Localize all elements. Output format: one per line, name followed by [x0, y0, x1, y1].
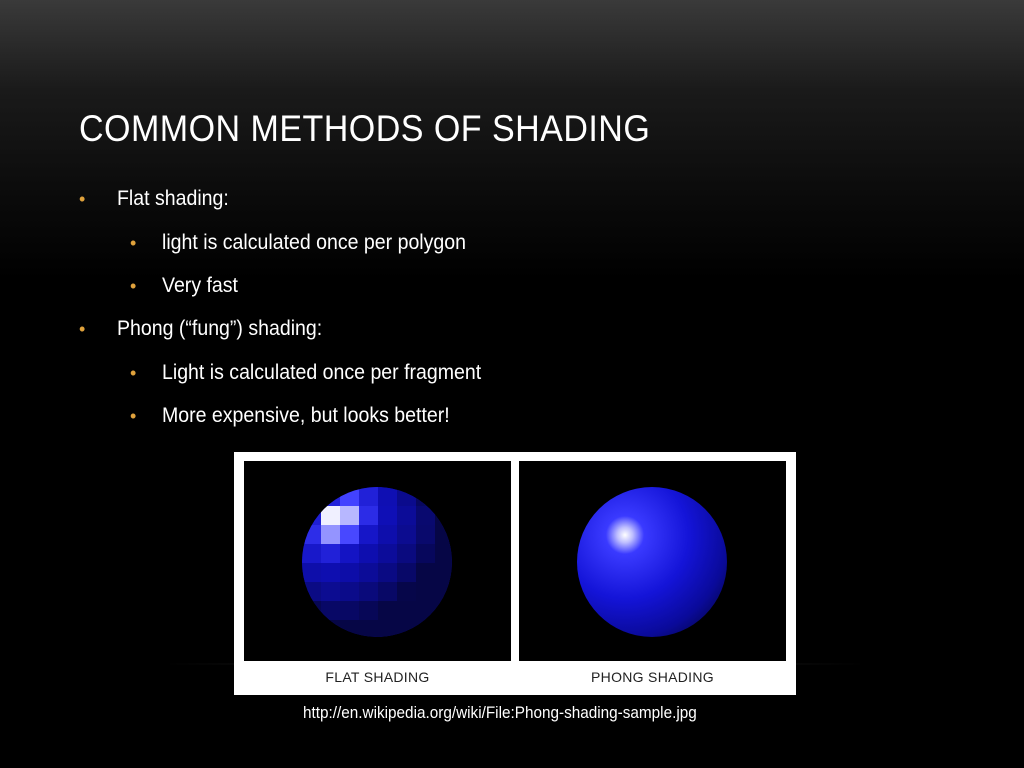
sphere-facet [416, 601, 435, 620]
sphere-facet [302, 601, 321, 620]
sphere-facet [321, 582, 340, 601]
source-link[interactable]: http://en.wikipedia.org/wiki/File:Phong-shading-sample.jpg [303, 703, 697, 722]
sphere-facet [340, 620, 359, 639]
sphere-facet [340, 506, 359, 525]
sphere-facet [340, 563, 359, 582]
sphere-facet [397, 487, 416, 506]
sub-bullet-phong-1: Light is calculated once per fragment [162, 361, 482, 384]
sphere-facet [359, 582, 378, 601]
sphere-facet [378, 544, 397, 563]
sphere-facet [359, 620, 378, 639]
sphere-facet [435, 525, 454, 544]
sub-bullet-flat-2: Very fast [162, 274, 238, 297]
sphere-facet [378, 601, 397, 620]
sphere-facet [378, 582, 397, 601]
sphere-facet [378, 487, 397, 506]
sphere-facet [340, 544, 359, 563]
sub-bullet-flat-1: light is calculated once per polygon [162, 231, 466, 254]
sub-bullet-phong-2: More expensive, but looks better! [162, 404, 450, 427]
sphere-facet [435, 563, 454, 582]
sphere-facet [416, 487, 435, 506]
sphere-facet [397, 544, 416, 563]
shading-comparison-figure [234, 452, 796, 695]
sphere-facet [435, 506, 454, 525]
sphere-facet [416, 620, 435, 639]
sphere-facet [321, 544, 340, 563]
sphere-facet [321, 506, 340, 525]
sphere-facet [378, 525, 397, 544]
phong-shading-caption: PHONG SHADING [591, 669, 714, 685]
sphere-facet [340, 582, 359, 601]
sphere-facet [397, 525, 416, 544]
sphere-facet [321, 487, 340, 506]
sphere-facet [340, 487, 359, 506]
bullet-marker: • [79, 319, 86, 339]
sphere-facet [302, 525, 321, 544]
sphere-facet [340, 601, 359, 620]
sphere-facet [435, 582, 454, 601]
sphere-facet [378, 506, 397, 525]
sphere-facet [416, 544, 435, 563]
sphere-facet [416, 563, 435, 582]
sphere-facet [321, 601, 340, 620]
sphere-facet [359, 601, 378, 620]
sphere-facet [416, 525, 435, 544]
sphere-facet [302, 487, 321, 506]
sphere-facet [359, 563, 378, 582]
sphere-facet [359, 487, 378, 506]
phong-sphere [519, 461, 786, 661]
flat-sphere [244, 461, 511, 661]
sphere-facet [416, 506, 435, 525]
sphere-facet [359, 544, 378, 563]
bullet-phong-shading: Phong (“fung”) shading: [117, 317, 323, 340]
phong-shading-image [519, 461, 786, 661]
sphere-facet [378, 620, 397, 639]
sphere-facet [416, 582, 435, 601]
sphere-facet [378, 563, 397, 582]
bullet-flat-shading: Flat shading: [117, 187, 229, 210]
bullet-marker: • [130, 276, 137, 296]
sphere-facet [340, 525, 359, 544]
sphere-facet [302, 563, 321, 582]
sphere-facet [302, 544, 321, 563]
flat-shading-caption: FLAT SHADING [325, 669, 430, 685]
bullet-marker: • [79, 189, 86, 209]
sphere-facet [321, 525, 340, 544]
sphere-facet [321, 563, 340, 582]
sphere-facet [397, 620, 416, 639]
bullet-marker: • [130, 406, 137, 426]
bullet-marker: • [130, 363, 137, 383]
slide-title: COMMON METHODS OF SHADING [79, 108, 651, 149]
sphere-facet [435, 601, 454, 620]
flat-shading-image [244, 461, 511, 661]
sphere-facet [397, 563, 416, 582]
sphere-facet [359, 506, 378, 525]
bullet-marker: • [130, 233, 137, 253]
sphere-facet [302, 582, 321, 601]
sphere-facet [435, 544, 454, 563]
sphere-facet [302, 506, 321, 525]
sphere-facet [397, 582, 416, 601]
sphere-facet [397, 506, 416, 525]
sphere-facet [359, 525, 378, 544]
sphere-facet [321, 620, 340, 639]
sphere-facet [397, 601, 416, 620]
